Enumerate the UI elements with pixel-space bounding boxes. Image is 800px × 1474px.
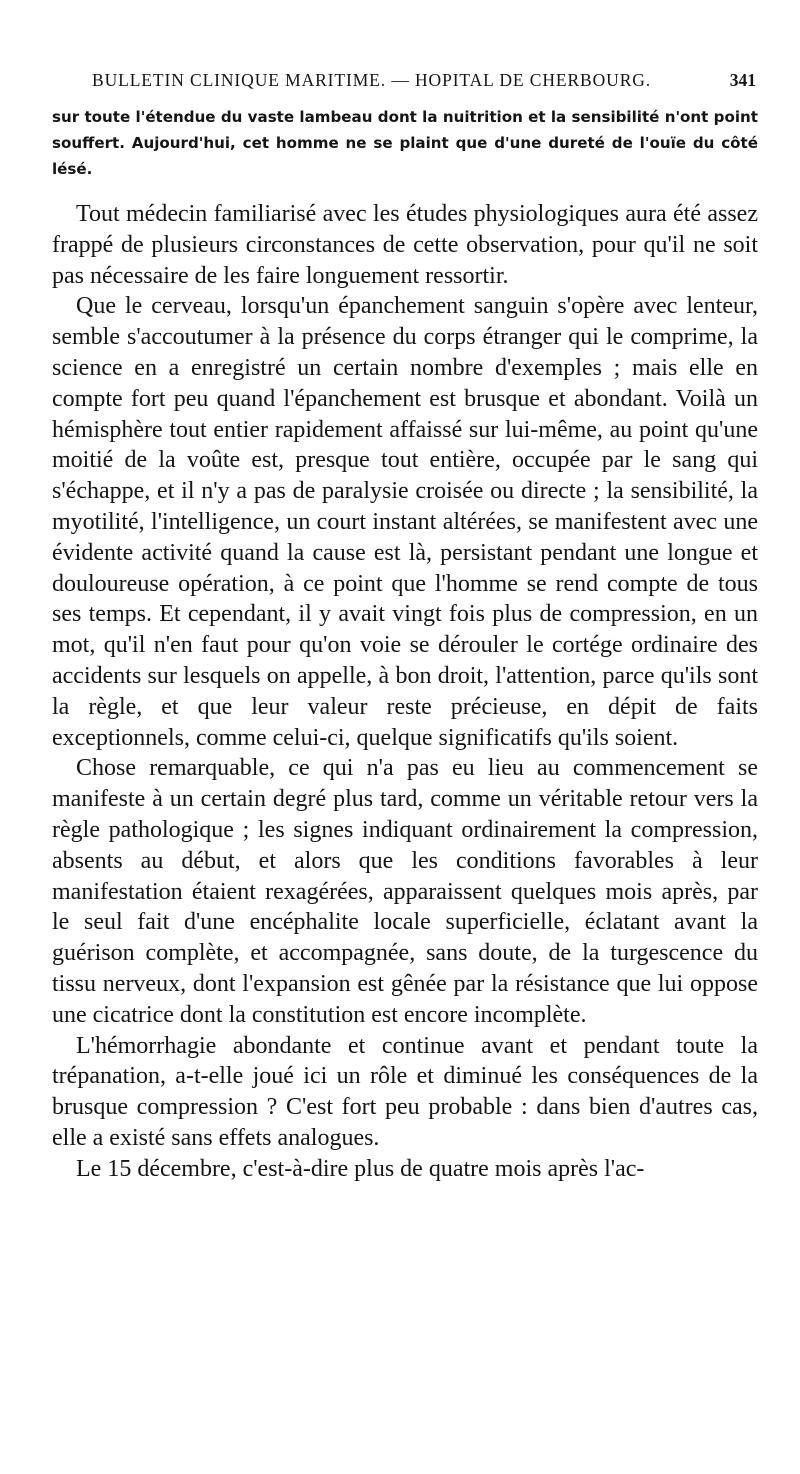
paragraph: L'hémorrhagie abondante et continue avant et pendant toute la trépanation, a-t-elle joué ici un rôle et diminué les conséquences de la brusque compression ? C'est fort peu probable : dans bien d'autres cas, elle a existé sans effets analogues. xyxy=(52,1032,758,1151)
page xyxy=(52,70,758,1185)
paragraph: Chose remarquable, ce qui n'a pas eu lieu au commencement se manifeste à un certain degré plus tard, comme un véritable retour vers la règle pathologique ; les signes indiquant ordinairement la compression, absents au début, et alors que les conditions favorables à leur manifestation étaient rexagérées, apparaissent quelques mois après, par le seul fait d'une encéphalite locale superficielle, éclatant avant la guérison complète, et accompagnée, sans doute, de la turgescence du tissu nerveux, dont l'expansion est gênée par la résistance que lui oppose une cicatrice dont la constitution est encore incomplète. xyxy=(52,755,758,1028)
paragraph: Le 15 décembre, c'est-à-dire plus de quatre mois après l'ac- xyxy=(76,1155,645,1182)
lead-paragraph: sur toute l'étendue du vaste lambeau dont la nuitrition et la sensibilité n'ont point souffert. Aujourd'hui, cet homme ne se plaint que d'une dureté de l'ouïe du côté lésé. xyxy=(52,108,758,178)
running-head xyxy=(52,70,758,104)
paragraph: Tout médecin familiarisé avec les études physiologiques aura été assez frappé de plusieurs circonstances de cette observation, pour qu'il ne soit pas nécessaire de les faire longuement ressortir. xyxy=(52,201,758,289)
paragraph: Que le cerveau, lorsqu'un épanchement sanguin s'opère avec lenteur, semble s'accoutumer à la présence du corps étranger qui le comprime, la science en a enregistré un certain nombre d'exemples ; mais elle en compte fort peu quand l'épanchement est brusque et abondant. Voilà un hémisphère tout entier rapidement affaissé sur lui-même, au point qu'une moitié de la voûte est, presque tout entière, occupée par le sang qui s'échappe, et il n'y a pas de paralysie croisée ou directe ; la sensibilité, la myotilité, l'intelligence, un court instant altérées, se manifestent avec une évidente activité quand la cause est là, persistant pendant une longue et douloureuse opération, à ce point que l'homme se rend compte de tous ses temps. Et cependant, il y avait vingt fois plus de compression, en un mot, qu'il n'en faut pour qu'on voie se dérouler le cortége ordinaire des accidents sur lesquels on appelle, à bon droit, l'attention, parce qu'ils sont la règle, et que leur valeur reste précieuse, en dépit de faits exceptionnels, comme celui-ci, quelque significatifs qu'ils soient. xyxy=(52,293,758,751)
page-number: 341 xyxy=(729,70,756,90)
running-title: BULLETIN CLINIQUE MARITIME. — HOPITAL DE CHERBOURG. xyxy=(92,70,652,90)
body-text xyxy=(52,199,758,1185)
